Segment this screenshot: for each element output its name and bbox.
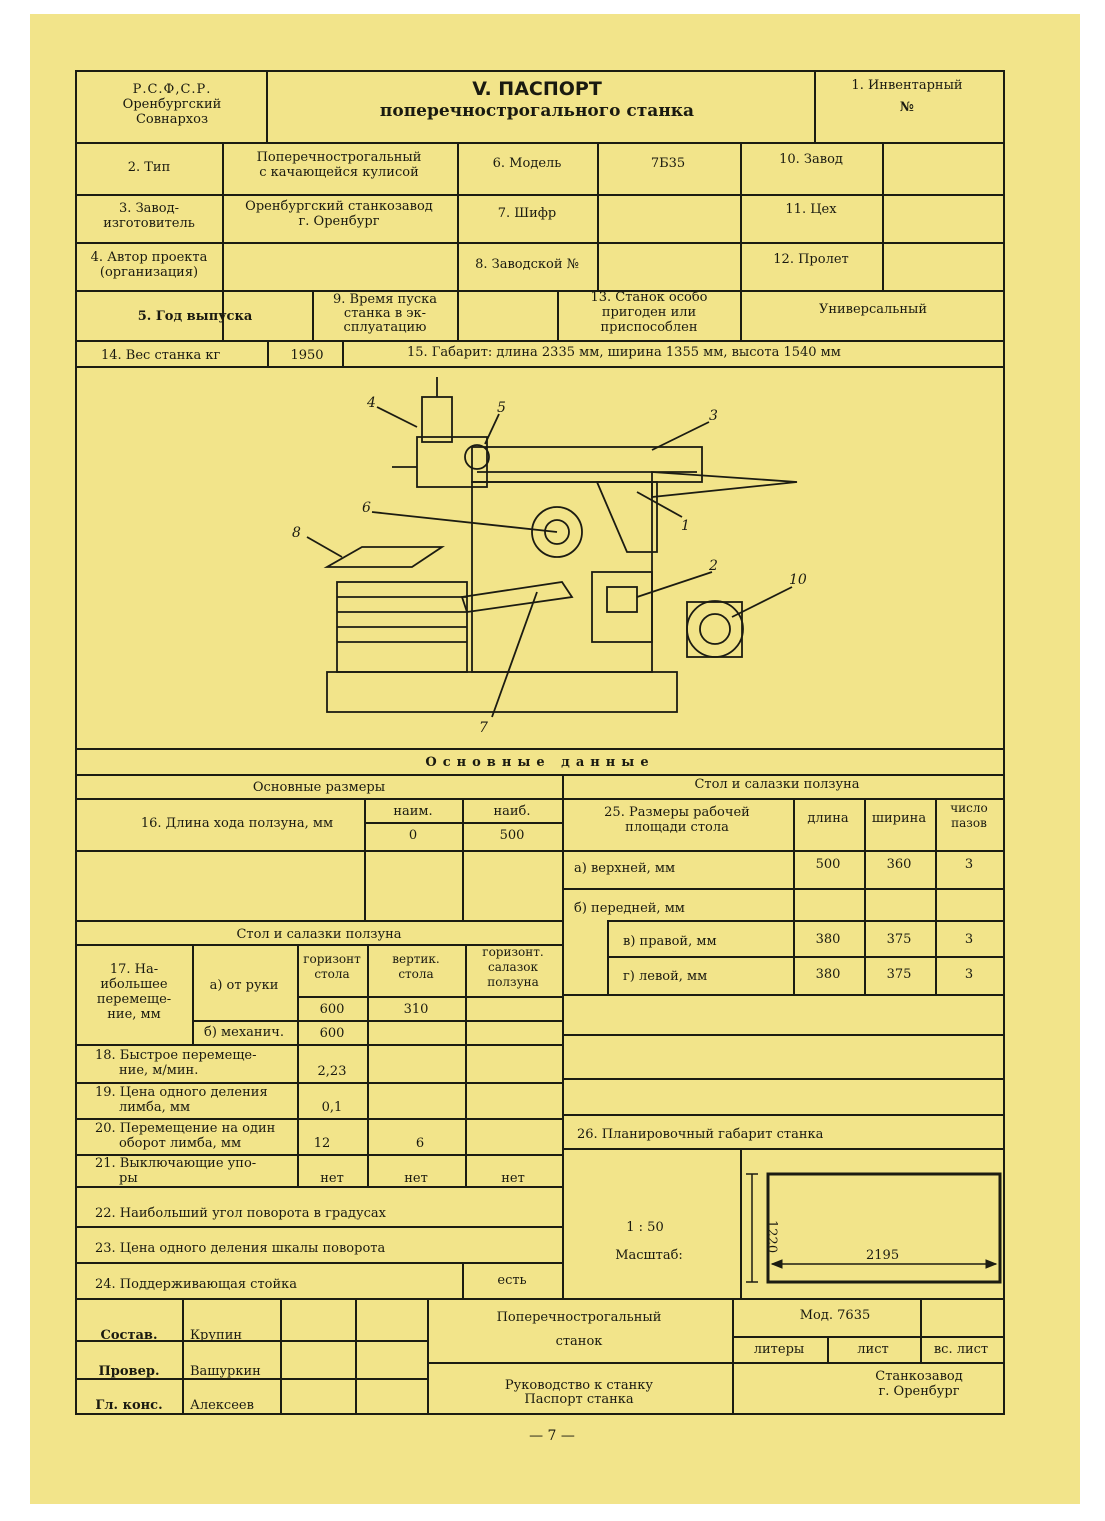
row-length: 380: [815, 932, 841, 947]
row-label: б) передней, мм: [574, 901, 685, 916]
col-header: стола: [314, 967, 350, 981]
by-hand-label: а) от руки: [209, 978, 279, 993]
row-length: 380: [815, 967, 841, 982]
footer-org: г. Оренбург: [878, 1384, 960, 1399]
chief-label: Гл. конс.: [95, 1398, 163, 1413]
grid-line: [462, 798, 464, 920]
grid-line: [457, 142, 459, 290]
grid-line: [77, 194, 1003, 196]
stops-s-value: нет: [501, 1171, 525, 1186]
product-name: станок: [555, 1334, 603, 1349]
compiled-label: Состав.: [100, 1328, 158, 1343]
division-label: лимба, мм: [119, 1100, 191, 1115]
col-header: стола: [398, 967, 434, 981]
division-value: 0,1: [321, 1100, 343, 1115]
weight-label: 14. Вес станка кг: [101, 348, 221, 363]
grid-line: [77, 1298, 1003, 1300]
grid-line: [732, 1298, 734, 1415]
page-title: V. ПАСПОРТ: [472, 78, 602, 100]
grid-line: [427, 1298, 429, 1415]
callout-label: 4: [367, 395, 376, 411]
callout-label: 6: [362, 500, 371, 516]
scale-value: 1 : 50: [626, 1220, 664, 1235]
move-label: ние, мм: [107, 1007, 161, 1022]
row-slots: 3: [964, 857, 974, 872]
grid-line: [462, 1262, 464, 1298]
col-header: вертик.: [392, 952, 440, 966]
suit-label: пригоден или: [601, 305, 697, 320]
passport-form: [75, 70, 1005, 1415]
table-top: [327, 547, 442, 567]
model-value: 7Б35: [650, 156, 686, 171]
maker-value: г. Оренбург: [298, 214, 380, 229]
callout-label: 8: [292, 525, 301, 541]
rapid-value: 2,23: [317, 1064, 347, 1079]
grid-line: [562, 1034, 1003, 1036]
machine-ram: [472, 447, 702, 482]
col-header: горизонт: [303, 952, 361, 966]
grid-line: [562, 1114, 1003, 1116]
row-slots: 3: [964, 932, 974, 947]
callout-label: 1: [681, 518, 690, 534]
col-header: ползуна: [487, 975, 539, 989]
grid-line: [427, 1362, 1003, 1364]
callout-label: 7: [479, 720, 488, 736]
section-title: Основные данные: [425, 755, 655, 770]
model-label: 6. Модель: [492, 156, 562, 171]
layout-drawing: [742, 1152, 1002, 1298]
start-label: станка в эк-: [343, 306, 427, 321]
gearbox: [592, 572, 652, 642]
year-label: 5. Год выпуска: [137, 309, 253, 324]
scale-label: Масштаб:: [615, 1248, 683, 1263]
move-label: 17. На-: [109, 962, 159, 977]
checked-label: Провер.: [98, 1364, 160, 1379]
model-code: Мод. 7635: [799, 1308, 871, 1323]
hand-h-value: 600: [319, 1002, 345, 1017]
grid-line: [562, 798, 1003, 800]
sizes-title: Основные размеры: [252, 780, 386, 795]
grid-line: [920, 1298, 922, 1362]
machine-drawing: [267, 372, 827, 744]
revolution-label: 20. Перемещение на один: [95, 1121, 276, 1136]
stroke-max: 500: [499, 828, 525, 843]
grid-line: [364, 822, 562, 824]
grid-line: [562, 774, 564, 1298]
grid-line: [562, 1078, 1003, 1080]
org-name: Оренбургский: [122, 97, 222, 112]
grid-line: [562, 888, 1003, 890]
grid-line: [740, 142, 742, 340]
page-number: — 7 —: [529, 1428, 575, 1444]
shop-label: 11. Цех: [785, 202, 837, 217]
layout-label: 26. Планировочный габарит станка: [577, 1127, 824, 1142]
checked-name: Вашуркин: [190, 1364, 261, 1379]
org-name: Р.С.Ф,С.Р.: [132, 82, 212, 97]
grid-line: [77, 748, 1003, 750]
table-title: Стол и салазки ползуна: [236, 927, 402, 942]
grid-line: [864, 798, 866, 994]
col-header: горизонт.: [482, 945, 544, 959]
grid-line: [77, 774, 1003, 776]
row-width: 360: [886, 857, 912, 872]
hand-v-value: 310: [403, 1002, 429, 1017]
letters-label: литеры: [753, 1342, 805, 1357]
layout-width: 2195: [866, 1248, 900, 1263]
stroke-min: 0: [408, 828, 418, 843]
layout-height: 1220: [764, 1220, 779, 1254]
row-label: г) левой, мм: [623, 969, 708, 984]
division-label: 19. Цена одного деления: [95, 1085, 268, 1100]
footer-org: Станкозавод: [875, 1369, 963, 1384]
angle-label: 22. Наибольший угол поворота в градусах: [95, 1206, 386, 1221]
stroke-label: 16. Длина хода ползуна, мм: [140, 816, 334, 831]
grid-line: [77, 1262, 562, 1264]
document-name: Руководство к станку: [504, 1378, 654, 1393]
grid-line: [935, 798, 937, 994]
author-label: 4. Автор проекта: [90, 250, 208, 265]
grid-line: [77, 1082, 562, 1084]
scale-division-label: 23. Цена одного деления шкалы поворота: [95, 1241, 386, 1256]
layout-outline: [768, 1174, 1000, 1282]
grid-line: [562, 850, 1003, 852]
stops-label: ры: [119, 1171, 138, 1186]
move-label: ибольшее: [100, 977, 168, 992]
grid-line: [827, 1336, 829, 1362]
grid-line: [297, 944, 299, 1186]
max-label: наиб.: [493, 804, 531, 819]
grid-line: [597, 142, 599, 290]
grid-line: [77, 1186, 562, 1188]
machine-body: [472, 482, 652, 672]
grid-line: [267, 340, 269, 366]
grid-line: [77, 242, 1003, 244]
suit-label: 13. Станок особо: [590, 290, 708, 305]
callout-label: 5: [497, 400, 506, 416]
row-length: 500: [815, 857, 841, 872]
plant-label: 10. Завод: [779, 152, 843, 167]
area-label: площади стола: [625, 820, 729, 835]
grid-line: [367, 944, 369, 1186]
rapid-label: ние, м/мин.: [119, 1063, 199, 1078]
stops-v-value: нет: [404, 1171, 428, 1186]
row-label: а) верхней, мм: [574, 861, 676, 876]
grid-line: [312, 290, 314, 340]
mech-h-value: 600: [319, 1026, 345, 1041]
callout-label: 10: [789, 572, 807, 588]
support-value: есть: [497, 1273, 527, 1288]
stops-label: 21. Выключающие упо-: [95, 1156, 257, 1171]
grid-line: [77, 1226, 562, 1228]
grid-line: [364, 798, 366, 920]
type-label: 2. Тип: [127, 160, 171, 175]
grid-line: [182, 1298, 184, 1415]
width-label: ширина: [871, 811, 927, 826]
rapid-label: 18. Быстрое перемеще-: [95, 1048, 257, 1063]
grid-line: [192, 1020, 562, 1022]
product-name: Поперечнострогальный: [496, 1310, 662, 1325]
document-name: Паспорт станка: [524, 1392, 634, 1407]
inventory-label: 1. Инвентарный: [851, 78, 963, 93]
dimensions-text: 15. Габарит: длина 2335 мм, ширина 1355 мм, высота 1540 мм: [407, 345, 841, 360]
grid-line: [77, 920, 562, 922]
move-label: перемеще-: [96, 992, 172, 1007]
area-label: 25. Размеры рабочей: [604, 805, 750, 820]
grid-line: [732, 1336, 1003, 1338]
mech-label: б) механич.: [204, 1025, 284, 1040]
grid-line: [192, 944, 194, 1044]
row-width: 375: [886, 932, 912, 947]
grid-line: [465, 944, 467, 1186]
grid-line: [280, 1298, 282, 1415]
callout-label: 3: [709, 408, 718, 424]
org-name: Совнархоз: [135, 112, 209, 127]
grid-line: [457, 290, 459, 340]
grid-line: [557, 290, 559, 340]
grid-line: [355, 1298, 357, 1415]
grid-line: [814, 72, 816, 142]
grid-line: [77, 798, 562, 800]
machine-base: [327, 672, 677, 712]
chief-name: Алексеев: [190, 1398, 254, 1413]
grid-line: [77, 1044, 562, 1046]
grid-line: [77, 290, 1003, 292]
revolution-label: оборот лимба, мм: [119, 1136, 242, 1151]
min-label: наим.: [393, 804, 433, 819]
start-label: 9. Время пуска: [332, 292, 438, 307]
grid-line: [793, 798, 795, 994]
grid-line: [77, 366, 1003, 368]
grid-line: [562, 1148, 1003, 1150]
suit-value: Универсальный: [818, 302, 928, 317]
grid-line: [77, 142, 1003, 144]
inventory-label: №: [899, 100, 915, 115]
grid-line: [562, 994, 1003, 996]
grid-line: [882, 142, 884, 290]
support-label: 24. Поддерживающая стойка: [95, 1277, 298, 1292]
revolution-h-value: 12: [313, 1136, 331, 1151]
grid-line: [607, 956, 1003, 958]
suit-label: приспособлен: [600, 320, 698, 335]
sheets-label: вс. лист: [933, 1342, 989, 1357]
cipher-label: 7. Шифр: [497, 206, 557, 221]
span-label: 12. Пролет: [773, 252, 849, 267]
maker-label: 3. Завод-: [119, 201, 179, 216]
type-value: Поперечнострогальный: [256, 150, 422, 165]
sheet-label: лист: [857, 1342, 889, 1357]
row-width: 375: [886, 967, 912, 982]
row-slots: 3: [964, 967, 974, 982]
author-label: (организация): [99, 265, 199, 280]
slots-label: число: [950, 801, 988, 815]
right-table-title: Стол и салазки ползуна: [694, 777, 860, 792]
grid-line: [607, 920, 1003, 922]
type-value: с качающейся кулисой: [259, 165, 419, 180]
grid-line: [77, 850, 562, 852]
maker-value: Оренбургский станкозавод: [245, 199, 433, 214]
stops-h-value: нет: [320, 1171, 344, 1186]
col-header: салазок: [488, 960, 538, 974]
weight-value: 1950: [290, 348, 324, 363]
grid-line: [77, 340, 1003, 342]
length-label: длина: [807, 811, 849, 826]
revolution-v-value: 6: [415, 1136, 425, 1151]
serial-label: 8. Заводской №: [475, 257, 579, 272]
page-subtitle: поперечнострогального станка: [379, 101, 695, 121]
grid-line: [342, 340, 344, 366]
grid-line: [266, 72, 268, 142]
grid-line: [77, 1118, 562, 1120]
row-label: в) правой, мм: [623, 934, 717, 949]
slots-label: пазов: [951, 816, 987, 830]
grid-line: [297, 996, 562, 998]
callout-label: 2: [709, 558, 718, 574]
compiled-name: Крупин: [190, 1328, 243, 1343]
maker-label: изготовитель: [103, 216, 195, 231]
start-label: сплуатацию: [343, 320, 427, 335]
